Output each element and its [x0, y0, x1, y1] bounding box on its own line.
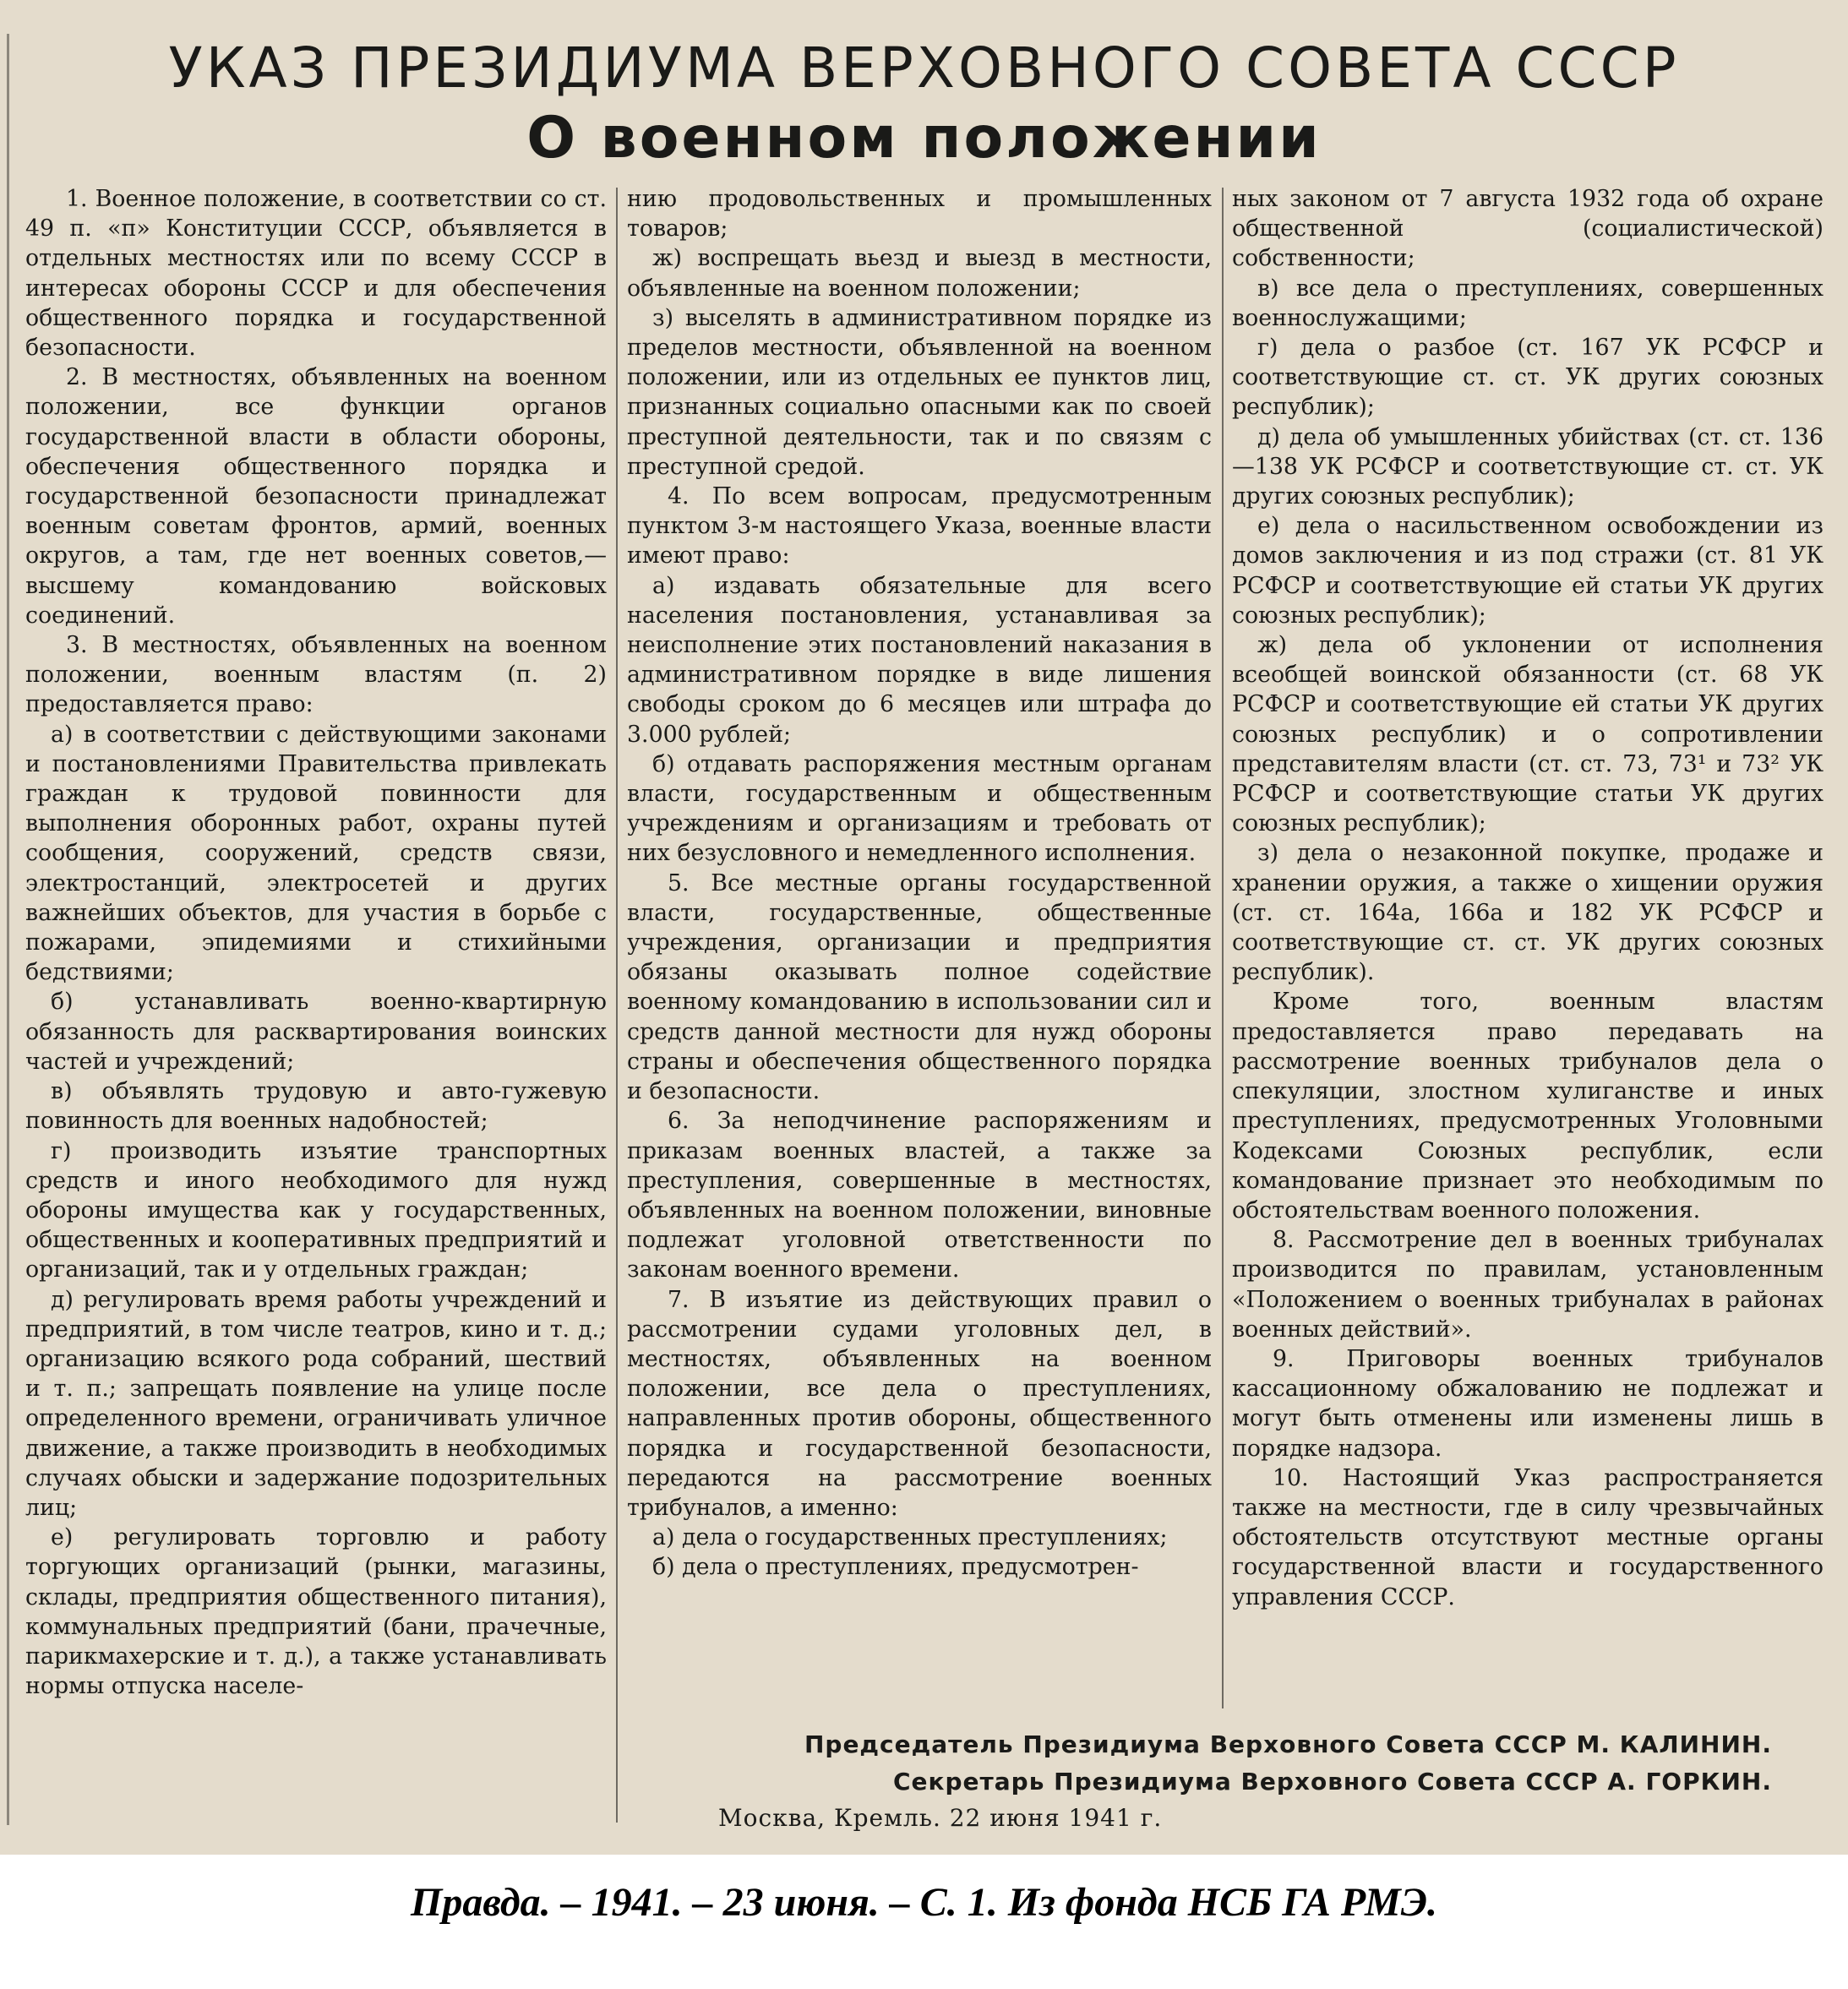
text-column-2	[627, 184, 1212, 1697]
paragraph: 7. В изъятие из действующих правил о рассмотрении судами уголовных дел, в местностях, объявленных на военном положении, все дела о преступлениях, направленных против обороны, общественного порядка и государственной безопасности, передаются на рассмотрение военных трибуналов, а именно:	[627, 1286, 1212, 1521]
paragraph: б) дела о преступлениях, предусмотрен-	[652, 1554, 1139, 1581]
paragraph: а) издавать обязательные для всего населения постановления, устанавливая за неисполнение этих постановлений наказания в административном порядке в виде лишения свободы сроком до 6 месяцев или штрафа до 3.000 рублей;	[627, 572, 1212, 748]
paragraph: б) отдавать распоряжения местным органам власти, государственным и общественным учреждениям и организациям и требовать от них безусловного и немедленного исполнения.	[627, 750, 1212, 867]
text-column-1	[25, 184, 607, 1823]
column-divider-1	[616, 188, 618, 1823]
paragraph: 3. В местностях, объявленных на военном положении, военным властям (п. 2) предоставляется право:	[25, 632, 607, 718]
paragraph: з) дела о незаконной покупке, продаже и хранении оружия, а также о хищении оружия (ст. ст. 164а, 166а и 182 УК РСФСР и соответствующие ст. ст. УК других союзных республик).	[1232, 840, 1823, 986]
paragraph: в) все дела о преступлениях, совершенных военнослужащими;	[1232, 275, 1823, 331]
text-column-3	[1232, 184, 1823, 1739]
page-edge-line	[7, 34, 9, 1825]
paragraph: д) дела об умышленных убийствах (ст. ст. 136—138 УК РСФСР и соответствующие ст. ст. УК других союзных республик);	[1232, 423, 1823, 510]
paragraph: в) объявлять трудовую и авто-гужевую повинность для военных надобностей;	[25, 1078, 607, 1135]
signature-chairman: Председатель Президиума Верховного Совета СССР М. КАЛИНИН.	[804, 1730, 1772, 1758]
paragraph: е) регулировать торговлю и работу торгующих организаций (рынки, магазины, склады, предприятия общественного питания), коммунальных предприятий (бани, прачечные, парикмахерские и т. д.), а также устанавливать нормы отпуска населе-	[25, 1524, 607, 1700]
paragraph: 9. Приговоры военных трибуналов кассационному обжалованию не подлежат и могут быть отменены или изменены лишь в порядке надзора.	[1232, 1345, 1823, 1462]
paragraph: а) в соответствии с действующими законами и постановлениями Правительства привлекать граждан к трудовой повинности для выполнения оборонных работ, охраны путей сообщения, сооружений, средств связи, электростанций, электросетей и других важнейших объектов, для участия в борьбе с пожарами, эпидемиями и стихийными бедствиями;	[25, 721, 607, 986]
paragraph: а) дела о государственных преступлениях;	[652, 1524, 1168, 1551]
paragraph: 6. За неподчинение распоряжениям и приказам военных властей, а также за преступления, совершенные в местностях, объявленных на военном положении, виновные подлежат уголовной ответственности по законам военного времени.	[627, 1108, 1212, 1283]
decree-subtitle: О военном положении	[526, 105, 1322, 172]
paragraph: ж) дела об уклонении от исполнения всеобщей воинской обязанности (ст. 68 УК РСФСР и соответствующие ей статьи УК других союзных республик) и о сопротивлении представителям власти (ст. ст. 73, 73¹ и 73² УК РСФСР и соответствующие статьи УК других союзных республик);	[1232, 632, 1823, 837]
source-caption: Правда. – 1941. – 23 июня. – С. 1. Из фонда НСБ ГА РМЭ.	[411, 1880, 1437, 1925]
decree-title: УКАЗ ПРЕЗИДИУМА ВЕРХОВНОГО СОВЕТА СССР	[168, 35, 1680, 101]
paragraph: 4. По всем вопросам, предусмотренным пунктом 3-м настоящего Указа, военные власти имеют право:	[627, 483, 1212, 569]
paragraph: г) дела о разбое (ст. 167 УК РСФСР и соответствующие ст. ст. УК других союзных республик);	[1232, 335, 1823, 421]
paragraph: Кроме того, военным властям предоставляется право передавать на рассмотрение военных трибуналов дела о спекуляции, злостном хулиганстве и иных преступлениях, предусмотренных Уголовными Кодексами Союзных республик, если командование признает это необходимым по обстоятельствам военного положения.	[1232, 989, 1823, 1223]
paragraph: нию продовольственных и промышленных товаров;	[627, 186, 1212, 242]
signature-secretary: Секретарь Президиума Верховного Совета СССР А. ГОРКИН.	[892, 1768, 1772, 1796]
paragraph: 5. Все местные органы государственной власти, государственные, общественные учреждения, организации и предприятия обязаны оказывать полное содействие военному командованию в использовании сил и средств данной местности для нужд обороны страны и обеспечения общественного порядка и безопасности.	[627, 869, 1212, 1105]
column-divider-2	[1222, 188, 1224, 1708]
paragraph: б) устанавливать военно-квартирную обязанность для расквартирования воинских частей и учреждений;	[25, 989, 607, 1075]
paragraph: г) производить изъятие транспортных средств и иного необходимого для нужд обороны имущества как у государственных, общественных и кооперативных предприятий и организаций, так и у отдельных граждан;	[25, 1137, 607, 1283]
paragraph: 8. Рассмотрение дел в военных трибуналах производится по правилам, установленным «Положением о военных трибуналах в районах военных действий».	[1232, 1227, 1823, 1343]
paragraph: ж) воспрещать вьезд и выезд в местности, объявленные на военном положении;	[627, 245, 1212, 302]
paragraph: д) регулировать время работы учреждений и предприятий, в том числе театров, кино и т. д.; организацию всякого рода собраний, шествий и т. п.; запрещать появление на улице после определенного времени, ограничивать уличное движение, а также производить в необходимых случаях обыски и задержание подозрительных лиц;	[25, 1286, 607, 1521]
paragraph: 10. Настоящий Указ распространяется также на местности, где в силу чрезвычайных обстоятельств отсутствуют местные органы государственной власти и государственного управления СССР.	[1232, 1464, 1823, 1610]
paragraph: ных законом от 7 августа 1932 года об охране общественной (социалистической) собственности;	[1232, 186, 1823, 272]
place-date: Москва, Кремль. 22 июня 1941 г.	[718, 1804, 1163, 1832]
paragraph: е) дела о насильственном освобождении из домов заключения и из под стражи (ст. 81 УК РСФСР и соответствующие ей статьи УК других союзных республик);	[1232, 513, 1823, 629]
paragraph: 2. В местностях, объявленных на военном положении, все функции органов государственной власти в области обороны, обеспечения общественного порядка и государственной безопасности принадлежат военным советам фронтов, армий, военных округов, а там, где нет военных советов,— высшему командованию войсковых соединений.	[25, 364, 607, 629]
paragraph: з) выселять в административном порядке из пределов местности, объявленной на военном положении, или из отдельных ее пунктов лиц, признанных социально опасными как по своей преступной деятельности, так и по связям с преступной средой.	[627, 304, 1212, 480]
paragraph: 1. Военное положение, в соответствии со ст. 49 п. «п» Конституции СССР, объявляется в отдельных местностях или по всему СССР в интересах обороны СССР и для обеспечения общественного порядка и государственной безопасности.	[25, 186, 607, 362]
